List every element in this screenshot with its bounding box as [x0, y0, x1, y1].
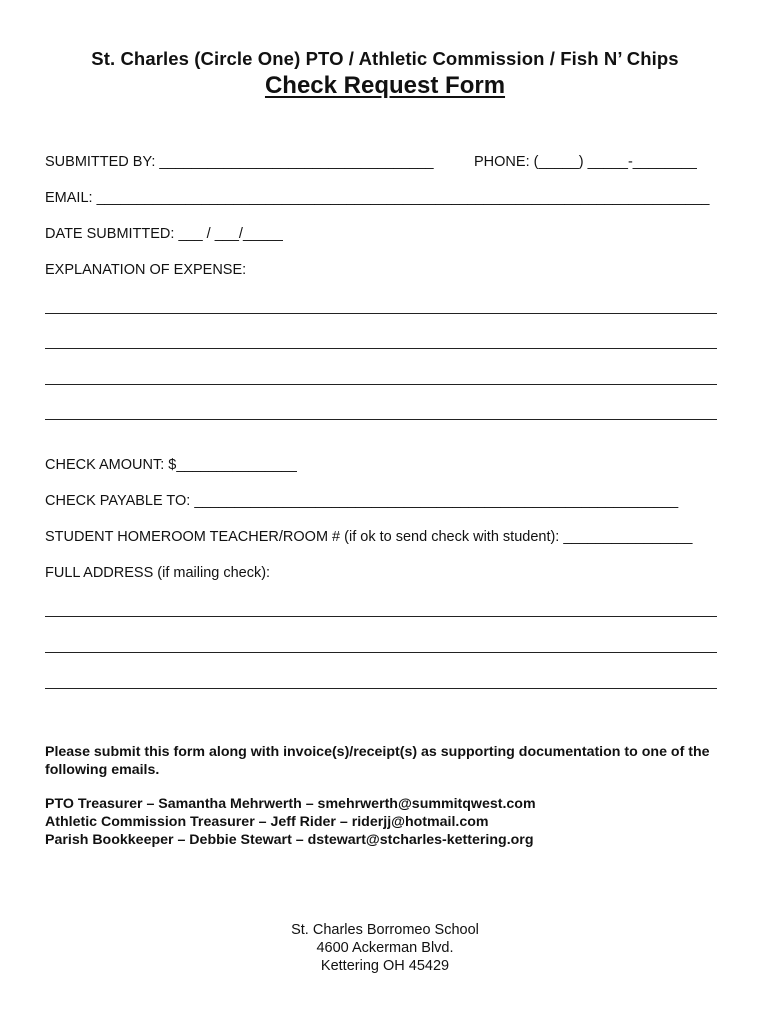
explanation-line-2[interactable]: [45, 348, 717, 349]
check-payable-field[interactable]: CHECK PAYABLE TO: ____________________________________________________________: [45, 493, 679, 509]
contact-parish-bookkeeper: Parish Bookkeeper – Debbie Stewart – dstewart@stcharles-kettering.org: [45, 832, 534, 848]
address-line-2[interactable]: [45, 652, 717, 653]
address-line-3[interactable]: [45, 688, 717, 689]
explanation-label: EXPLANATION OF EXPENSE:: [45, 262, 247, 278]
check-amount-field[interactable]: CHECK AMOUNT: $_______________: [45, 457, 298, 473]
phone-field[interactable]: PHONE: (_____) _____-________: [474, 154, 698, 170]
address-line-1[interactable]: [45, 616, 717, 617]
contact-athletic-treasurer: Athletic Commission Treasurer – Jeff Rider – riderjj@hotmail.com: [45, 814, 489, 830]
organization-header: St. Charles (Circle One) PTO / Athletic Commission / Fish N’ Chips: [91, 48, 679, 69]
footer-city: Kettering OH 45429: [320, 958, 450, 974]
homeroom-field[interactable]: STUDENT HOMEROOM TEACHER/ROOM # (if ok to send check with student): ________________: [45, 529, 693, 545]
form-title: Check Request Form: [264, 72, 506, 99]
submission-notice: Please submit this form along with invoice(s)/receipt(s) as supporting documentation to one of the following emails.: [45, 744, 710, 778]
full-address-label: FULL ADDRESS (if mailing check):: [45, 565, 271, 581]
footer-street: 4600 Ackerman Blvd.: [316, 940, 454, 956]
explanation-line-3[interactable]: [45, 384, 717, 385]
date-submitted-field[interactable]: DATE SUBMITTED: ___ / ___/_____: [45, 226, 284, 242]
explanation-line-4[interactable]: [45, 419, 717, 420]
contact-pto-treasurer: PTO Treasurer – Samantha Mehrwerth – smehrwerth@summitqwest.com: [45, 796, 536, 812]
explanation-line-1[interactable]: [45, 313, 717, 314]
footer-school-name: St. Charles Borromeo School: [291, 922, 479, 938]
submitted-by-field[interactable]: SUBMITTED BY: __________________________________: [45, 154, 434, 170]
email-field[interactable]: EMAIL: ____________________________________________________________________________: [45, 190, 710, 206]
